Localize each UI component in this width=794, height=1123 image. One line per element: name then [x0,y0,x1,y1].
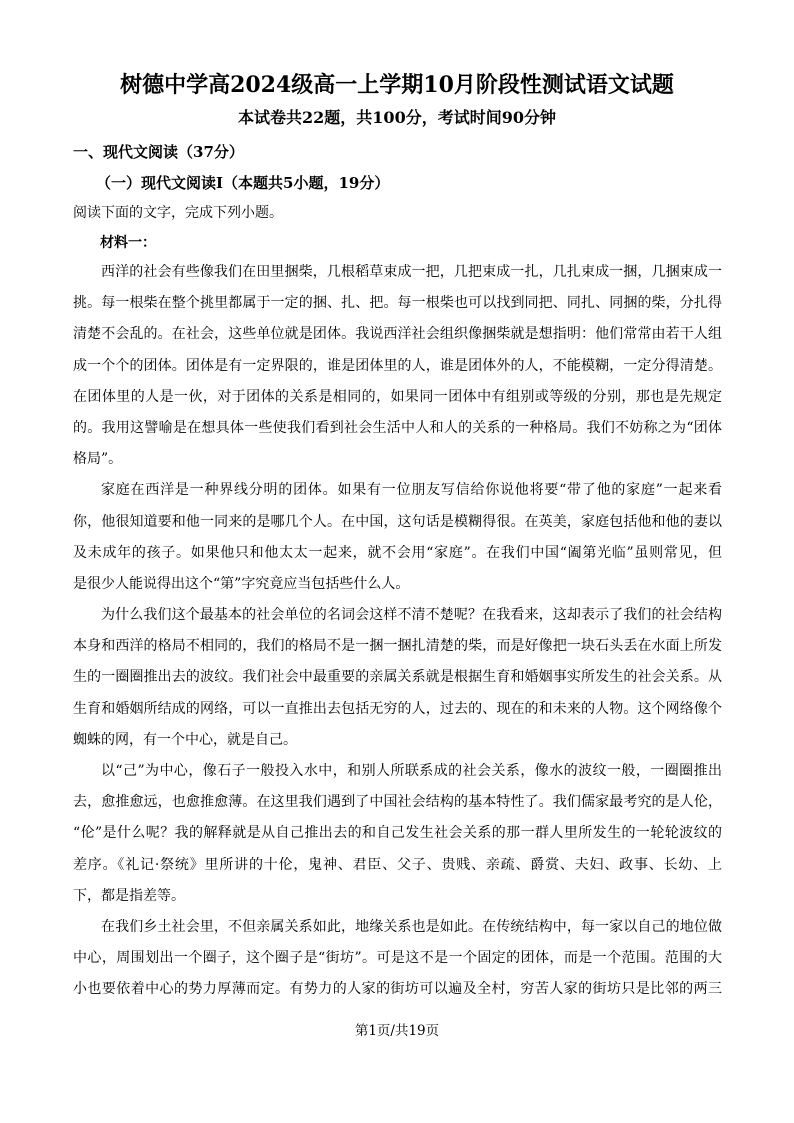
passage-line: 生的一圈圈推出去的波纹。我们社会中最重要的亲属关系就是根据生育和婚姻事实所发生的社会关系。从 [73,669,722,686]
reading-passage [73,257,722,1006]
passage-line: 在团体里的人是一伙，对于团体的关系是相同的，如果同一团体中有组别或等级的分别，那也是先规定 [73,388,722,405]
passage-line: 下，都是指差等。 [73,887,185,904]
passage-line: 家庭在西洋是一种界线分明的团体。如果有一位朋友写信给你说他将要“带了他的家庭”一起来看 [101,482,722,499]
passage-line: “伦”是什么呢？我的解释就是从自己推出去的和自己发生社会关系的那一群人里所发生的一轮轮波纹的 [73,825,722,842]
exam-subtitle: 本试卷共22题，共100分，考试时间90分钟 [238,108,556,127]
passage-line: 的。我用这譬喻是在想具体一些使我们看到社会生活中人和人的关系的一种格局。我们不妨称之为“团体 [73,419,722,436]
passage-paragraph [73,257,722,475]
passage-paragraph [73,475,722,600]
reading-instruction: 阅读下面的文字，完成下列小题。 [73,205,283,221]
passage-paragraph [73,912,722,1006]
material-label: 材料一： [100,235,156,251]
passage-line: 小也要依着中心的势力厚薄而定。有势力的人家的街坊可以遍及全村，穷苦人家的街坊只是比邻的两三 [73,981,722,998]
passage-line: 差序。《礼记·祭统》里所讲的十伦，鬼神、君臣、父子、贵贱、亲疏、爵赏、夫妇、政事、长幼、上 [73,856,722,873]
passage-line: 在我们乡土社会里，不但亲属关系如此，地缘关系也是如此。在传统结构中，每一家以自己的地位做 [101,918,722,935]
passage-line: 是很少人能说得出这个“第”字究竟应当包括些什么人。 [73,575,410,592]
passage-line: 及未成年的孩子。如果他只和他太太一起来，就不会用“家庭”。在我们中国“阖第光临”虽则常见，但 [73,544,722,561]
exam-title: 树德中学高2024级高一上学期10月阶段性测试语文试题 [120,72,674,98]
passage-line: 你，他很知道要和他一同来的是哪几个人。在中国，这句话是模糊得很。在英美，家庭包括他和他的妻以 [73,513,722,530]
passage-line: 去，愈推愈远，也愈推愈薄。在这里我们遇到了中国社会结构的基本特性了。我们儒家最考究的是人伦， [73,794,722,811]
passage-paragraph [73,756,722,912]
passage-line: 蜘蛛的网，有一个中心，就是自己。 [73,731,297,748]
passage-line: 以“己”为中心，像石子一般投入水中，和别人所联系成的社会关系，像水的波纹一般，一圈圈推出 [101,763,722,779]
passage-line: 本身和西洋的格局不相同的，我们的格局不是一捆一捆扎清楚的柴，而是好像把一块石头丢在水面上所发 [73,638,722,655]
subsection-heading: （一）现代文阅读Ⅰ（本题共5小题，19分） [96,174,390,192]
passage-line: 生育和婚姻所结成的网络，可以一直推出去包括无穷的人，过去的、现在的和未来的人物。这个网络像个 [73,700,722,717]
section-heading: 一、现代文阅读（37分） [73,143,244,161]
passage-line: 为什么我们这个最基本的社会单位的名词会这样不清不楚呢？在我看来，这却表示了我们的社会结构 [101,607,722,624]
page-number: 第1页/共19页 [354,1023,440,1039]
passage-line: 西洋的社会有些像我们在田里捆柴，几根稻草束成一把，几把束成一扎，几扎束成一捆，几捆束成一 [101,264,722,280]
passage-line: 中心，周围划出一个圈子，这个圈子是“街坊”。可是这不是一个固定的团体，而是一个范围。范围的大 [73,950,722,967]
passage-line: 清楚不会乱的。在社会，这些单位就是团体。我说西洋社会组织像捆柴就是想指明：他们常常由若干人组 [73,326,722,343]
passage-line: 成一个个的团体。团体是有一定界限的，谁是团体里的人，谁是团体外的人，不能模糊，一定分得清楚。 [73,357,722,374]
passage-paragraph [73,600,722,756]
passage-line: 挑。每一根柴在整个挑里都属于一定的捆、扎、把。每一根柴也可以找到同把、同扎、同捆的柴，分扎得 [73,295,722,312]
passage-line: 格局”。 [73,451,123,468]
